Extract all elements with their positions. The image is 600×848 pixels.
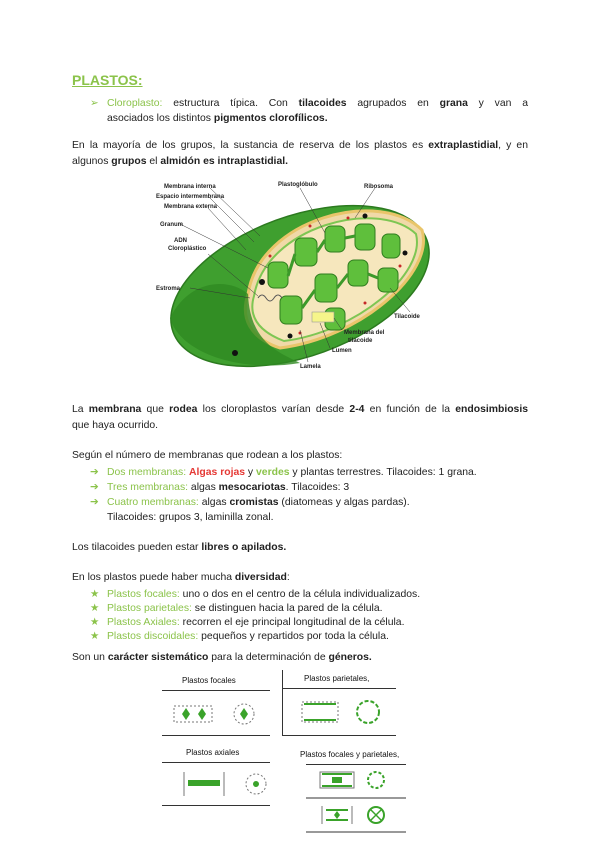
panel-title: Plastos focales y parietales, (300, 750, 400, 759)
text-bold: carácter sistemático (107, 652, 209, 663)
diversidad-paragraph (72, 570, 528, 586)
text-bold: tilacoides (298, 98, 347, 109)
text-bold: mesocariotas (218, 482, 286, 493)
text: y (245, 467, 257, 478)
text: , y en (498, 140, 528, 151)
parietales-sketch (282, 692, 396, 734)
axiales-sketch (160, 766, 272, 804)
label-membrana-del: Membrana del (344, 330, 385, 336)
star-icon: ★ (90, 603, 100, 614)
label-adn: ADN (174, 238, 187, 244)
text: Plastos parietales: (107, 603, 192, 614)
label-granum: Granum (160, 222, 184, 228)
focales-sketch (160, 694, 272, 736)
tilacoides-paragraph (72, 540, 528, 556)
list-item-cuatro-membranas (90, 495, 410, 510)
text: algunos (72, 155, 112, 167)
text-bold: libres o apilados. (201, 542, 287, 553)
text-bold: grana (439, 98, 468, 109)
text-bold: pigmentos clorofílicos. (213, 113, 328, 124)
list-item-dos-membranas (90, 465, 477, 480)
text: : (286, 572, 290, 583)
granum-stack (382, 234, 400, 258)
segun-paragraph: Según el número de membranas que rodean a los plastos: (72, 450, 343, 461)
panel-plastos-focales-parietales (296, 746, 416, 836)
text: y plantas terrestres. Tilacoides: 1 grana. (289, 467, 477, 478)
text: para la determinación de (208, 652, 329, 663)
text: Tres membranas: (107, 482, 189, 493)
granum-stack (348, 260, 368, 286)
star-icon: ★ (90, 589, 100, 600)
panel-title: Plastos axiales (186, 748, 240, 757)
granum-stack (280, 296, 302, 324)
panel-title: Plastos focales (182, 676, 236, 685)
text-bold: cromistas (229, 497, 279, 508)
text-bold: grupos (111, 155, 147, 167)
thylakoid-highlight (312, 312, 334, 322)
label-espacio-intermembrana: Espacio intermembrana (156, 194, 225, 200)
cloroplasto-label: Cloroplasto: (107, 98, 163, 109)
arrow-right-icon: ➔ (90, 497, 99, 508)
text-bold: endosimbiosis (455, 404, 528, 415)
text: . Tilacoides: 3 (285, 482, 350, 493)
text: Plastos Axiales: (107, 617, 180, 628)
caracter-paragraph (72, 650, 528, 666)
list-item-focales (90, 587, 420, 602)
list-item-continuation: Tilacoides: grupos 3, laminilla zonal. (107, 512, 274, 523)
text-bold: extraplastidial (428, 140, 499, 151)
reserva-paragraph (72, 138, 528, 169)
star-icon: ★ (90, 631, 100, 642)
text: En los plastos puede haber mucha (72, 572, 235, 583)
text: Plastos focales: (107, 589, 180, 600)
label-tilacoide: Tilacoide (394, 314, 420, 320)
arrow-bullet-icon: ➢ (90, 98, 99, 109)
label-tilacoide-2: tilacoide (348, 338, 373, 344)
text-bold: diversidad (234, 572, 287, 583)
text: uno o dos en el centro de la célula individualizados. (179, 589, 421, 600)
focales-parietales-sketch (306, 766, 406, 836)
granum-stack (295, 238, 317, 266)
text: Dos membranas: (107, 467, 187, 478)
granum-stack (378, 268, 398, 292)
granum-stack (315, 274, 337, 302)
text: que haya ocurrido. (72, 419, 159, 431)
label-ribosoma: Ribosoma (364, 184, 394, 190)
label-estroma: Estroma (156, 286, 181, 292)
text: Los tilacoides pueden estar (72, 542, 202, 553)
text: Cuatro membranas: (107, 497, 199, 508)
text: agrupados en (346, 98, 440, 109)
panel-plastos-axiales (160, 744, 272, 806)
label-membrana-externa: Membrana externa (164, 204, 218, 210)
label-cloroplastico: Cloroplástico (168, 246, 207, 252)
text: asociados los distintos (107, 113, 214, 124)
star-icon: ★ (90, 617, 100, 628)
text-bold: almidón es intraplastidial. (160, 155, 288, 167)
text: estructura típica. Con (162, 98, 299, 109)
text: los cloroplastos varían desde (197, 404, 350, 415)
label-plastoglobulo: Plastoglóbulo (278, 182, 318, 188)
granum-stack (355, 224, 375, 250)
text: (diatomeas y algas pardas). (278, 497, 410, 508)
section-title: PLASTOS: (72, 72, 143, 88)
membrana-paragraph (72, 402, 528, 433)
label-lumen: Lumen (332, 348, 352, 354)
text: Son un (72, 652, 108, 663)
label-lamela: Lamela (300, 364, 321, 370)
text: que (141, 404, 170, 415)
label-membrana-interna: Membrana interna (164, 184, 216, 190)
cloroplasto-bullet (90, 96, 528, 126)
text-bold: membrana (88, 404, 142, 415)
text: En la mayoría de los grupos, la sustancia de reserva de los plastos es (72, 140, 429, 151)
arrow-right-icon: ➔ (90, 467, 99, 478)
chloroplast-diagram (150, 178, 440, 378)
text: el (146, 155, 161, 167)
panel-plastos-parietales (282, 670, 396, 736)
text: La (72, 404, 89, 415)
panel-plastos-focales (160, 670, 272, 736)
text: Plastos discoidales: (107, 631, 199, 642)
text-bold: rodea (169, 404, 198, 415)
text: recorren el eje principal longitudinal de la célula. (179, 617, 405, 628)
text: algas (198, 497, 230, 508)
list-item-parietales (90, 601, 383, 616)
text: Algas rojas (189, 467, 246, 478)
text: y van a (467, 98, 528, 109)
text: algas (188, 482, 219, 493)
list-item-axiales (90, 615, 404, 630)
text: en función de la (364, 404, 456, 415)
text: verdes (256, 467, 290, 478)
granum-stack (268, 262, 288, 288)
text: pequeños y repartidos por toda la célula. (198, 631, 389, 642)
list-item-discoidales (90, 629, 389, 644)
granum-stack (325, 226, 345, 252)
text: se distinguen hacia la pared de la célula. (191, 603, 383, 614)
panel-title: Plastos parietales, (304, 674, 370, 683)
text-bold: 2-4 (349, 404, 365, 415)
arrow-right-icon: ➔ (90, 482, 99, 493)
list-item-tres-membranas (90, 480, 349, 495)
text-bold: géneros. (328, 652, 372, 663)
